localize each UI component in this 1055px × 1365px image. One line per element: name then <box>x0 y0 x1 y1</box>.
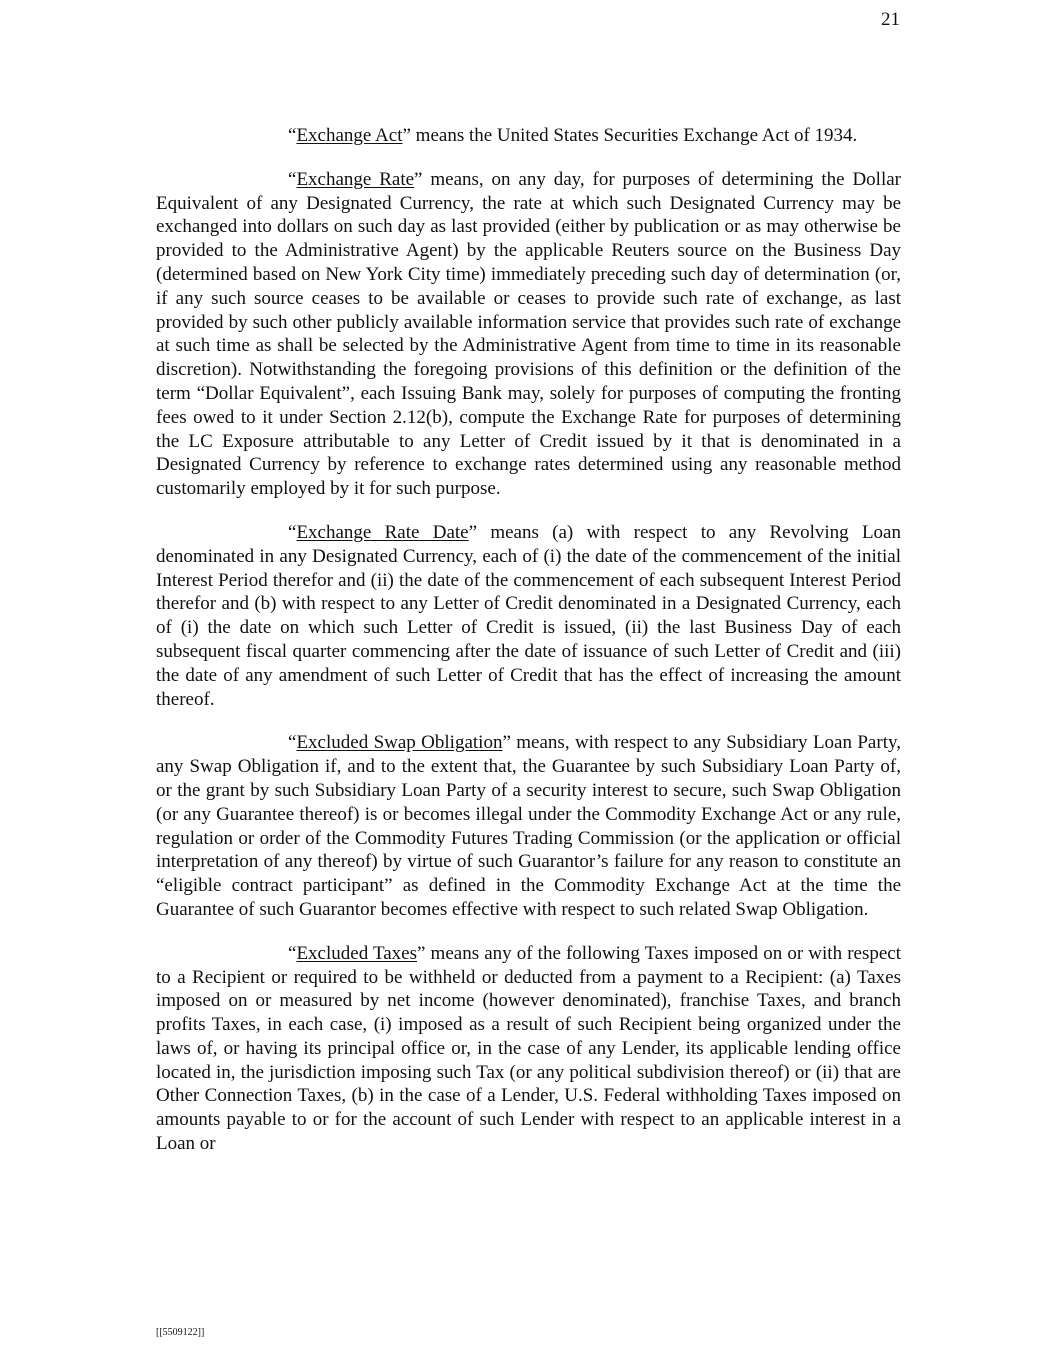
definition-exchange-act: “Exchange Act” means the United States Securities Exchange Act of 1934. <box>288 125 858 146</box>
definitions-body <box>156 124 901 1176</box>
definition-text: means, on any day, for purposes of determining the Dollar Equivalent of any Designated Currency, the rate at which such Designated Currency may be exchanged into dollars on such day as last provided (either by publication or as may otherwise be provided to the Administrative Agent) by the applicable Reuters source on the Business Day (determined based on New York City time) immediately preceding such day of determination (or, if any such source ceases to be available or ceases to provide such rate of exchange, as last provided by such other publicly available information service that provides such rate of exchange at such time as shall be selected by the Administrative Agent from time to time in its reasonable discretion). Notwithstanding the foregoing provisions of this definition or the definition of the term “Dollar Equivalent”, each Issuing Bank may, solely for purposes of computing the fronting fees owed to it under Section 2.12(b), compute the Exchange Rate for purposes of determining the LC Exposure attributable to any Letter of Credit issued by it that is denominated in a Designated Currency by reference to exchange rates determined using any reasonable method customarily employed by it for such purpose. <box>156 168 901 500</box>
definition-exchange-rate: “Exchange Rate” means, on any day, for purposes of determining the Dollar Equivalent of any Designated Currency, the rate at which such Designated Currency may be exchanged into dollars on such day as last provided (either by publication or as may otherwise be provided to the Administrative Agent) by the applicable Reuters source on the Business Day (determined based on New York City time) immediately preceding such day of determination (or, if any such source ceases to be available or ceases to provide such rate of exchange, as last provided by such other publicly available information service that provides such rate of exchange at such time as shall be selected by the Administrative Agent from time to time in its reasonable discretion). Notwithstanding the foregoing provisions of this definition or the definition of the term “Dollar Equivalent”, each Issuing Bank may, solely for purposes of computing the fronting fees owed to it under Section 2.12(b), compute the Exchange Rate for purposes of determining the LC Exposure attributable to any Letter of Credit issued by it that is denominated in a Designated Currency by reference to exchange rates determined using any reasonable method customarily employed by it for such purpose. <box>156 168 901 500</box>
definition-text: means any of the following Taxes imposed on or with respect to a Recipient or required to be withheld or deducted from a payment to a Recipient: (a) Taxes imposed on or measured by net income (however denominated), franchise Taxes, and branch profits Taxes, in each case, (i) imposed as a result of such Recipient being organized under the laws of, or having its principal office or, in the case of any Lender, its applicable lending office located in, the jurisdiction imposing such Tax (or any political subdivision thereof) or (ii) that are Other Connection Taxes, (b) in the case of a Lender, U.S. Federal withholding Taxes imposed on amounts payable to or for the account of such Lender with respect to an applicable interest in a Loan or <box>156 942 901 1155</box>
definition-text: means the United States Securities Exchange Act of 1934. <box>410 125 858 146</box>
definition-text: means, with respect to any Subsidiary Loan Party, any Swap Obligation if, and to the extent that, the Guarantee by such Subsidiary Loan Party of, or the grant by such Subsidiary Loan Party of a security interest to secure, such Swap Obligation (or any Guarantee thereof) is or becomes illegal under the Commodity Exchange Act or any rule, regulation or order of the Commodity Futures Trading Commission (or the application or official interpretation of any thereof) by virtue of such Guarantor’s failure for any reason to constitute an “eligible contract participant” as defined in the Commodity Exchange Act at the time the Guarantee of such Guarantor becomes effective with respect to such related Swap Obligation. <box>156 732 901 920</box>
footer-document-id: [[5509122]] <box>156 1327 205 1338</box>
defined-term: Exchange Rate Date <box>296 521 469 543</box>
definition-excluded-swap-obligation: “Excluded Swap Obligation” means, with respect to any Subsidiary Loan Party, any Swap Obligation if, and to the extent that, the Guarantee by such Subsidiary Loan Party of, or the grant by such Subsidiary Loan Party of a security interest to secure, such Swap Obligation (or any Guarantee thereof) is or becomes illegal under the Commodity Exchange Act or any rule, regulation or order of the Commodity Futures Trading Commission (or the application or official interpretation of any thereof) by virtue of such Guarantor’s failure for any reason to constitute an “eligible contract participant” as defined in the Commodity Exchange Act at the time the Guarantee of such Guarantor becomes effective with respect to such related Swap Obligation. <box>156 732 901 920</box>
defined-term: Excluded Swap Obligation <box>296 732 503 754</box>
defined-term: Excluded Taxes <box>296 942 417 964</box>
defined-term: Exchange Rate <box>296 168 415 190</box>
definition-excluded-taxes: “Excluded Taxes” means any of the following Taxes imposed on or with respect to a Recipient or required to be withheld or deducted from a payment to a Recipient: (a) Taxes imposed on or measured by net income (however denominated), franchise Taxes, and branch profits Taxes, in each case, (i) imposed as a result of such Recipient being organized under the laws of, or having its principal office or, in the case of any Lender, its applicable lending office located in, the jurisdiction imposing such Tax (or any political subdivision thereof) or (ii) that are Other Connection Taxes, (b) in the case of a Lender, U.S. Federal withholding Taxes imposed on amounts payable to or for the account of such Lender with respect to an applicable interest in a Loan or <box>156 942 901 1155</box>
defined-term: Exchange Act <box>296 125 403 146</box>
page-number: 21 <box>881 9 900 30</box>
definition-exchange-rate-date: “Exchange Rate Date” means (a) with respect to any Revolving Loan denominated in any Designated Currency, each of (i) the date of the commencement of the initial Interest Period therefor and (ii) the date of the commencement of each subsequent Interest Period therefor and (b) with respect to any Letter of Credit denominated in a Designated Currency, each of (i) the date on which such Letter of Credit is issued, (ii) the last Business Day of each subsequent fiscal quarter commencing after the date of issuance of such Letter of Credit and (iii) the date of any amendment of such Letter of Credit that has the effect of increasing the amount thereof. <box>156 521 901 710</box>
definition-text: means (a) with respect to any Revolving Loan denominated in any Designated Currency, each of (i) the date of the commencement of the initial Interest Period therefor and (ii) the date of the commencement of each subsequent Interest Period therefor and (b) with respect to any Letter of Credit denominated in a Designated Currency, each of (i) the date on which such Letter of Credit is issued, (ii) the last Business Day of each subsequent fiscal quarter commencing after the date of issuance of such Letter of Credit and (iii) the date of any amendment of such Letter of Credit that has the effect of increasing the amount thereof. <box>156 521 901 710</box>
